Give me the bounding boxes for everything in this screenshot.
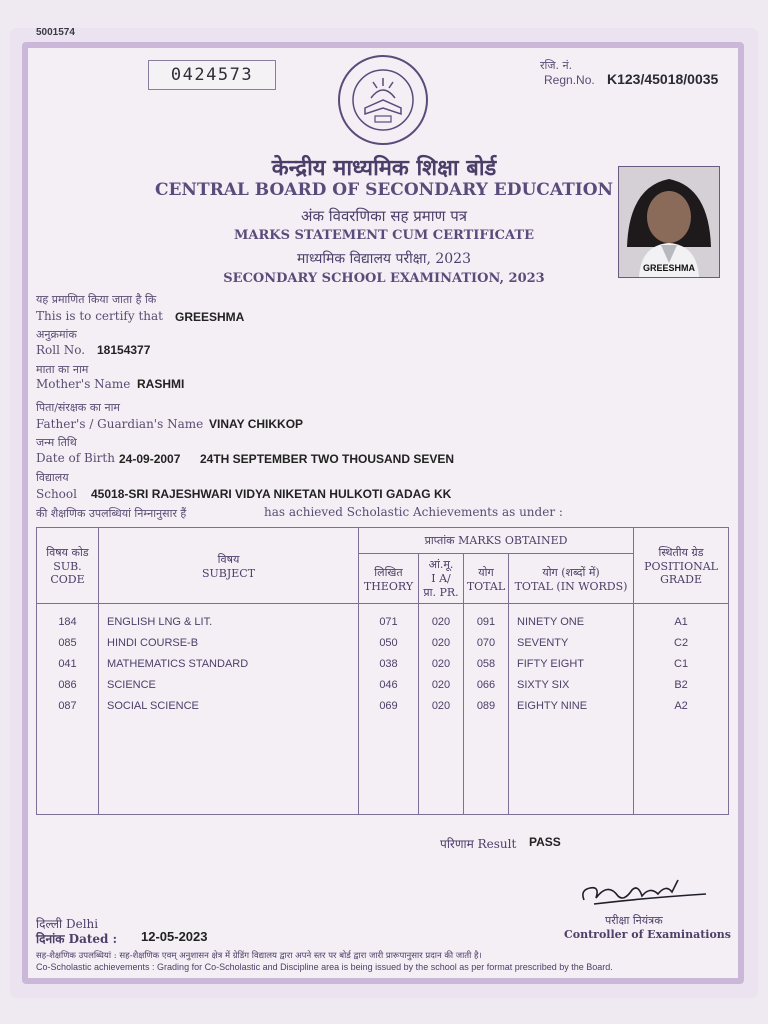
student-name: GREESHMA [175,310,245,324]
dob-label-hi: जन्म तिथि [36,436,77,449]
mother-label-hi: माता का नाम [36,363,89,376]
controller-title-en: Controller of Examinations [564,928,731,941]
dob-label-en: Date of Birth [36,451,115,465]
header-subject: विषय SUBJECT [99,528,359,604]
mother-label-en: Mother's Name [36,377,131,391]
result-value: PASS [529,835,561,849]
father-label-en: Father's / Guardian's Name [36,417,204,431]
place-label: दिल्ली Delhi [36,917,99,931]
serial-number-box: 0424573 [148,60,276,90]
table-row: 087 SOCIAL SCIENCE 069 020 089 EIGHTY NINE A2 [37,696,729,717]
mother-name: RASHMI [137,377,185,391]
issue-date: 12-05-2023 [141,929,208,944]
exam-name-english: SECONDARY SCHOOL EXAMINATION, 2023 [223,271,545,286]
table-row: 041 MATHEMATICS STANDARD 038 020 058 FIFTY EIGHT C1 [37,654,729,675]
father-name: VINAY CHIKKOP [209,417,304,431]
co-scholastic-note-hi: सह-शैक्षणिक उपलब्धियां : सह-शैक्षणिक एवम् अनुशासन क्षेत्र में ग्रेडिंग विद्यालय द्वारा अपने स्तर पर बोर्ड द्वारा जारी प्रारूपानुसार प्रदान की जाती है। [36,951,482,961]
roll-label-hi: अनुक्रमांक [36,328,77,341]
school-label-hi: विद्यालय [36,471,69,484]
roll-label-en: Roll No. [36,343,86,357]
header-total: योग TOTAL [464,554,509,604]
header-positional-grade: स्थितीय ग्रेड POSITIONAL GRADE [634,528,729,604]
date-of-birth-words: 24TH SEPTEMBER TWO THOUSAND SEVEN [200,452,455,466]
student-photo [618,166,720,278]
date-of-birth: 24-09-2007 [119,452,181,466]
table-row: 184 ENGLISH LNG & LIT. 071 020 091 NINETY ONE A1 [37,612,729,633]
result-label: परिणाम Result [440,837,517,851]
cbse-seal-icon [335,52,431,148]
achieved-label-en: has achieved Scholastic Achievements as under : [264,505,563,519]
header-marks-obtained: प्राप्तांक MARKS OBTAINED [359,528,634,554]
certify-label-hi: यह प्रमाणित किया जाता है कि [36,293,157,306]
photo-caption: GREESHMA [642,263,695,273]
co-scholastic-note-en: Co-Scholastic achievements : Grading for Co-Scholastic and Discipline area is being issued by the school as per format prescribed by the Board. [36,962,613,972]
board-name-hindi: केन्द्रीय माध्यमिक शिक्षा बोर्ड [271,155,497,181]
header-theory: लिखित THEORY [359,554,419,604]
student-portrait-icon [619,167,719,277]
school-label-en: School [36,487,77,501]
father-label-hi: पिता/संरक्षक का नाम [36,401,121,414]
certify-label-en: This is to certify that [36,309,163,323]
regn-label-hi: रजि. नं. [540,59,573,72]
controller-title-hi: परीक्षा नियंत्रक [605,914,663,927]
board-name-english: CENTRAL BOARD OF SECONDARY EDUCATION [154,180,614,200]
header-internal-assessment: आं.मू. I A/ प्रा. PR. [419,554,464,604]
certificate-type-english: MARKS STATEMENT CUM CERTIFICATE [234,228,534,243]
document-serial: 5001574 [36,27,75,38]
table-row: 085 HINDI COURSE-B 050 020 070 SEVENTY C2 [37,633,729,654]
achieved-label-hi: की शैक्षणिक उपलब्धियां निम्नानुसार हैं [36,507,187,520]
exam-name-hindi: माध्यमिक विद्यालय परीक्षा, 2023 [297,251,471,267]
dated-label: दिनांक Dated : [36,932,118,946]
header-total-in-words: योग (शब्दों में) TOTAL (IN WORDS) [509,554,634,604]
header-sub-code: विषय कोड SUB. CODE [37,528,99,604]
regn-label-en: Regn.No. [544,73,595,87]
controller-signature-icon [574,872,714,912]
table-row: 086 SCIENCE 046 020 066 SIXTY SIX B2 [37,675,729,696]
roll-number: 18154377 [97,343,151,357]
registration-number: K123/45018/0035 [607,71,719,87]
certificate-type-hindi: अंक विवरणिका सह प्रमाण पत्र [300,207,468,225]
marks-table [36,527,729,815]
school-name: 45018-SRI RAJESHWARI VIDYA NIKETAN HULKOTI GADAG KK [91,487,452,501]
